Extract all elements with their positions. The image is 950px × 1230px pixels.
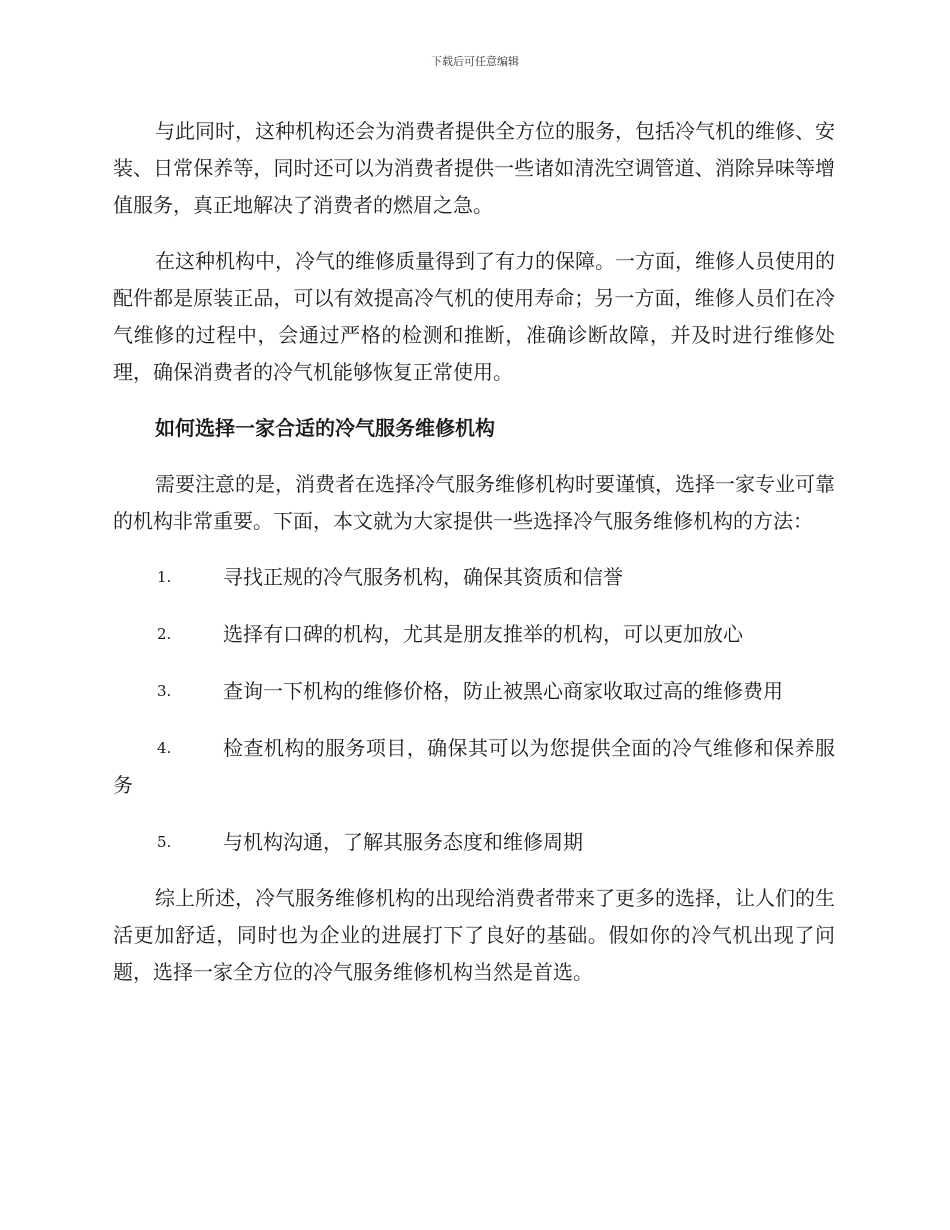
- list-item-text: 与机构沟通，了解其服务态度和维修周期: [223, 830, 583, 854]
- list-item-text: 寻找正规的冷气服务机构，确保其资质和信誉: [223, 565, 623, 589]
- list-item: [113, 730, 835, 804]
- list-item-text: 检查机构的服务项目，确保其可以为您提供全面的冷气维修和保养服务: [113, 736, 835, 797]
- section-heading: 如何选择一家合适的冷气服务维修机构: [155, 416, 495, 440]
- paragraph-intro: 需要注意的是，消费者在选择冷气服务维修机构时要谨慎，选择一家专业可靠的机构非常重要。下面，本文就为大家提供一些选择冷气服务维修机构的方法：: [113, 472, 835, 533]
- paragraph-quality: 在这种机构中，冷气的维修质量得到了有力的保障。一方面，维修人员使用的配件都是原装正品，可以有效提高冷气机的使用寿命；另一方面，维修人员们在冷气维修的过程中，会通过严格的检测和推断，准确诊断故障，并及时进行维修处理，确保消费者的冷气机能够恢复正常使用。: [113, 249, 835, 384]
- list-item-text: 选择有口碑的机构，尤其是朋友推举的机构，可以更加放心: [223, 622, 743, 646]
- list-number: 5.: [157, 833, 172, 851]
- paragraph-services: 与此同时，这种机构还会为消费者提供全方位的服务，包括冷气机的维修、安装、日常保养等，同时还可以为消费者提供一些诸如清洗空调管道、消除异味等增值服务，真正地解决了消费者的燃眉之急。: [113, 119, 835, 217]
- list-item: [113, 616, 835, 653]
- list-item-text: 查询一下机构的维修价格，防止被黑心商家收取过高的维修费用: [223, 679, 783, 703]
- list-item: [113, 673, 835, 710]
- document-body: [113, 113, 835, 991]
- list-item: [113, 824, 835, 861]
- list-number: 1.: [157, 568, 172, 586]
- tips-list: [113, 559, 835, 861]
- list-number: 4.: [157, 739, 172, 757]
- list-number: 3.: [157, 682, 172, 700]
- paragraph-conclusion: 综上所述，冷气服务维修机构的出现给消费者带来了更多的选择，让人们的生活更加舒适，同时也为企业的进展打下了良好的基础。假如你的冷气机出现了问题，选择一家全方位的冷气服务维修机构当然是首选。: [113, 886, 835, 984]
- page-header: 下载后可任意编辑: [431, 55, 519, 68]
- list-number: 2.: [157, 625, 172, 643]
- list-item: [113, 559, 835, 596]
